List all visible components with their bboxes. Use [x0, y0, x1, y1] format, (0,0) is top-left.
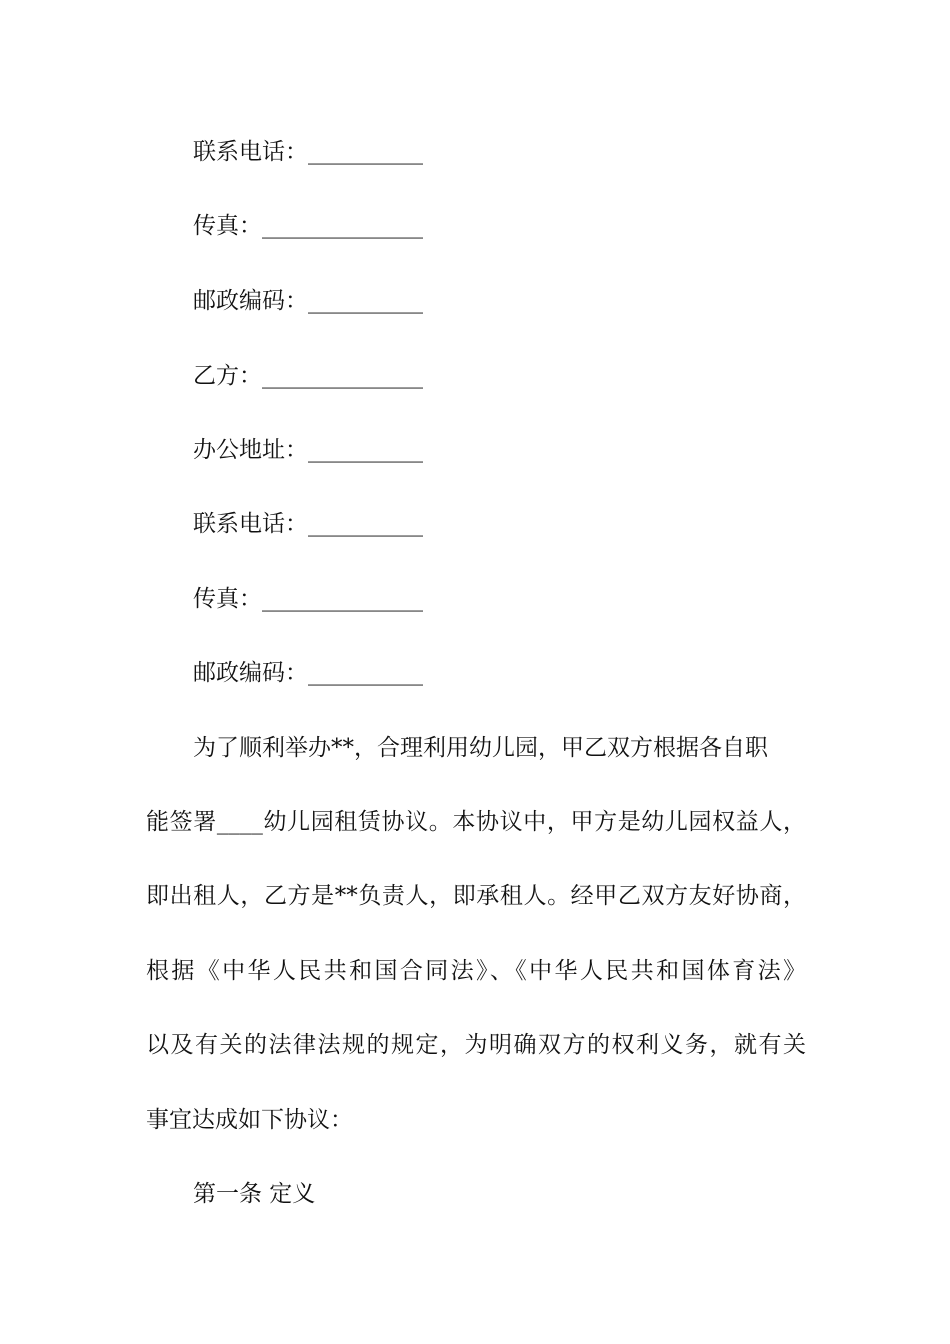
party-b-fax-label: 传真：: [193, 586, 262, 612]
party-a-phone-field: [193, 132, 423, 172]
party-a-fax-blank: ______________: [262, 213, 423, 239]
party-b-phone-field: [193, 504, 423, 544]
party-a-postcode-field: [193, 281, 423, 321]
party-b-postcode-blank: __________: [308, 660, 423, 686]
party-b-phone-blank: __________: [308, 511, 423, 537]
party-b-phone-label: 联系电话：: [193, 511, 308, 537]
party-a-fax-label: 传真：: [193, 213, 262, 239]
preamble-line-2: 能签署____幼儿园租赁协议。本协议中，甲方是幼儿园权益人，: [146, 809, 806, 835]
party-b-postcode-field: [193, 653, 423, 693]
preamble-line-3: 即出租人，乙方是**负责人，即承租人。经甲乙双方友好协商，: [146, 883, 806, 909]
party-a-postcode-blank: __________: [308, 288, 423, 314]
party-b-fax-field: [193, 579, 423, 619]
article-1-heading: 第一条 定义: [193, 1181, 316, 1207]
party-b-address-label: 办公地址：: [193, 437, 308, 463]
party-b-address-field: [193, 430, 423, 470]
party-b-address-blank: __________: [308, 437, 423, 463]
party-a-fax-field: [193, 206, 423, 246]
party-b-name-label: 乙方：: [193, 363, 262, 389]
party-b-name-blank: ______________: [262, 363, 423, 389]
preamble-line-1: 为了顺利举办**，合理利用幼儿园，甲乙双方根据各自职: [193, 735, 768, 761]
preamble-line-6: 事宜达成如下协议：: [146, 1107, 353, 1133]
party-b-postcode-label: 邮政编码：: [193, 660, 308, 686]
party-b-name-field: [193, 356, 423, 396]
party-a-postcode-label: 邮政编码：: [193, 288, 308, 314]
party-a-phone-label: 联系电话：: [193, 139, 308, 165]
preamble-line-4: 根据《中华人民共和国合同法》、《中华人民共和国体育法》: [146, 958, 806, 984]
party-b-fax-blank: ______________: [262, 586, 423, 612]
preamble-line-5: 以及有关的法律法规的规定，为明确双方的权利义务，就有关: [146, 1032, 806, 1058]
party-a-phone-blank: __________: [308, 139, 423, 165]
